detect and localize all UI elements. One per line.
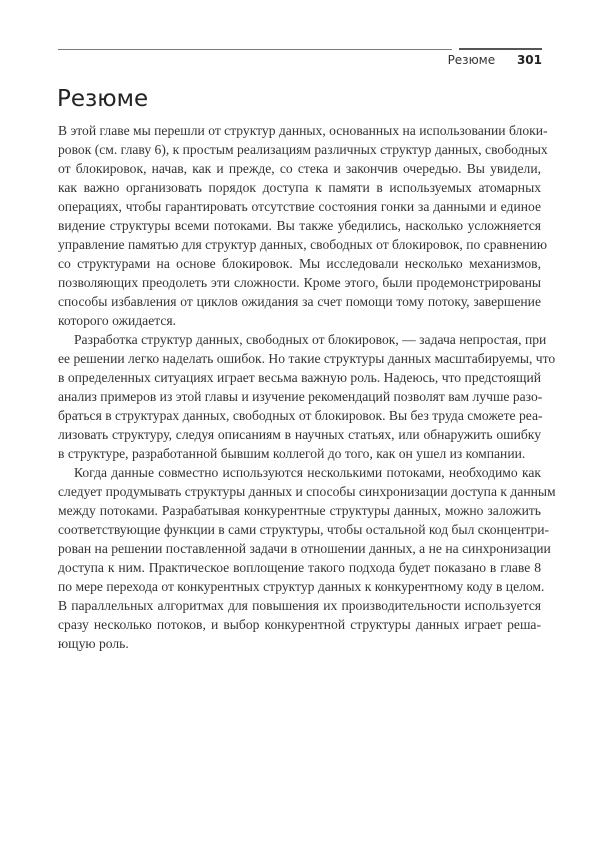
- text-line: лизовать структуру, следуя описаниям в научных статьях, или обнаружить ошибку: [58, 427, 541, 442]
- text-line: операциях, чтобы гарантировать отсутствие состояния гонки за данными и единое: [58, 199, 541, 214]
- text-line: видение структуры всеми потоками. Вы также убедились, насколько усложняется: [58, 218, 541, 233]
- text-line: от блокировок, начав, как и прежде, со стека и закончив очередью. Вы увидели,: [58, 161, 541, 176]
- text-line: по мере перехода от конкурентных структур данных к конкурентному коду в целом.: [58, 579, 545, 594]
- text-line: Разработка структур данных, свободных от блокировок, — задача непростая, при: [74, 332, 547, 347]
- paragraph: [58, 463, 556, 653]
- text-line: сразу несколько потоков, и выбор конкурентной структуры данных играет реша-: [58, 617, 541, 632]
- text-line: Когда данные совместно используются несколькими потоками, необходимо как: [74, 465, 541, 480]
- running-head: [448, 53, 542, 67]
- running-head-section: Резюме: [447, 53, 496, 67]
- text-line: браться в структурах данных, свободных от блокировок. Вы без труда сможете реа-: [58, 408, 543, 423]
- body-text: [58, 121, 556, 653]
- text-line: соответствующие функции в сами структуры, чтобы остальной код был сконцентри-: [58, 522, 550, 537]
- text-line: как важно организовать порядок доступа к памяти в используемых атомарных: [58, 180, 541, 195]
- text-line: ее решении легко наделать ошибок. Но такие структуры данных масштабируемы, что: [58, 351, 556, 366]
- header-rule-accent: [459, 48, 542, 50]
- text-line: между потоками. Разрабатывая конкурентные структуры данных, можно заложить: [58, 503, 541, 518]
- text-line: рован на решении поставленной задачи в отношении данных, а не на синхронизации: [58, 541, 551, 556]
- text-line: которого ожидается.: [58, 313, 177, 328]
- text-line: со структурами на основе блокировок. Мы исследовали несколько механизмов,: [58, 256, 541, 271]
- text-line: доступа к ним. Практическое воплощение такого подхода будет показано в главе 8: [58, 560, 541, 575]
- text-line: ровок (см. главу 6), к простым реализациям различных структур данных, свободных: [58, 142, 548, 157]
- text-line: способы избавления от циклов ожидания за счет помощи тому потоку, завершение: [58, 294, 541, 309]
- section-title: Резюме: [57, 86, 149, 112]
- text-line: позволяющих преодолеть эти сложности. Кроме этого, были продемонстрированы: [58, 275, 541, 290]
- text-line: в определенных ситуациях играет весьма важную роль. Надеюсь, что предстоящий: [58, 370, 541, 385]
- paragraph: [58, 330, 556, 463]
- text-line: ющую роль.: [58, 636, 129, 651]
- header-rule: [58, 49, 452, 50]
- page-number: 301: [516, 53, 542, 67]
- text-line: следует продумывать структуры данных и способы синхронизации доступа к данным: [58, 484, 556, 499]
- text-line: в структуре, разработанной бывшим коллегой до того, как он ушел из компании.: [58, 446, 526, 461]
- text-line: В этой главе мы перешли от структур данных, основанных на использовании блоки-: [58, 123, 548, 138]
- text-line: управление памятью для структур данных, свободных от блокировок, по сравнению: [58, 237, 547, 252]
- paragraph: [58, 121, 548, 330]
- text-line: В параллельных алгоритмах для повышения их производительности используется: [58, 598, 541, 613]
- text-line: анализ примеров из этой главы и изучение рекомендаций позволят вам лучше разо-: [58, 389, 543, 404]
